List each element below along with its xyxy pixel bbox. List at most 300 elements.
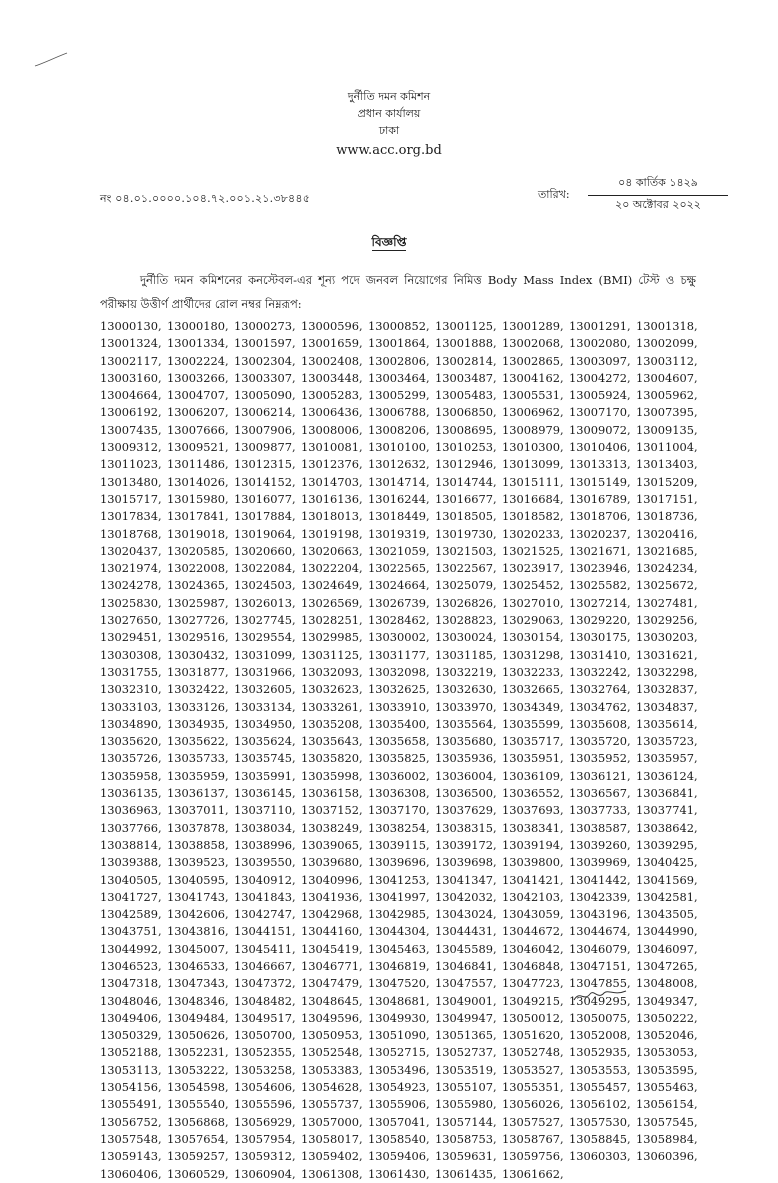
roll-number: 13055457, [569, 1080, 631, 1095]
roll-number: 13009521, [167, 440, 229, 455]
roll-number: 13035958, [100, 768, 162, 783]
roll-number: 13053113, [100, 1062, 162, 1077]
roll-number: 13059257, [167, 1149, 229, 1164]
roll-number: 13037741, [636, 803, 698, 818]
roll-number: 13036841, [636, 786, 698, 801]
roll-number: 13058540, [368, 1131, 430, 1146]
roll-number: 13003487, [435, 370, 497, 385]
roll-number: 13043751, [100, 924, 162, 939]
roll-number: 13001125, [435, 319, 497, 333]
roll-number: 13005924, [569, 388, 631, 403]
roll-number: 13002814, [435, 353, 497, 368]
roll-number: 13042968, [301, 907, 363, 922]
roll-number: 13025582, [569, 578, 631, 593]
roll-number: 13000852, [368, 319, 430, 333]
roll-number: 13009135, [636, 422, 698, 437]
roll-number: 13058767, [502, 1131, 564, 1146]
roll-number: 13043505, [636, 907, 698, 922]
roll-number: 13009072, [569, 422, 631, 437]
roll-number: 13039696, [368, 855, 430, 870]
roll-number: 13047343, [167, 976, 229, 991]
roll-number: 13041727, [100, 889, 162, 904]
roll-number: 13050012, [502, 1010, 564, 1025]
roll-number: 13054156, [100, 1080, 162, 1095]
roll-number: 13030432, [167, 647, 229, 662]
roll-number: 13032625, [368, 682, 430, 697]
roll-number: 13056868, [167, 1114, 229, 1129]
roll-number: 13017884, [234, 509, 296, 524]
roll-number: 13030024, [435, 630, 497, 645]
roll-number: 13033261, [301, 699, 363, 714]
roll-number: 13056102, [569, 1097, 631, 1112]
roll-number: 13047557, [435, 976, 497, 991]
roll-number: 13035951, [502, 751, 564, 766]
roll-number: 13024649, [301, 578, 363, 593]
roll-number: 13035959, [167, 768, 229, 783]
roll-number: 13050700, [234, 1028, 296, 1043]
roll-number: 13044151, [234, 924, 296, 939]
roll-number: 13026013, [234, 595, 296, 610]
roll-number: 13022204, [301, 561, 363, 576]
roll-number: 13025830, [100, 595, 162, 610]
roll-number: 13033103, [100, 699, 162, 714]
roll-number: 13036135, [100, 786, 162, 801]
roll-number: 13003112, [636, 353, 698, 368]
roll-number: 13021059, [368, 543, 430, 558]
roll-number: 13014152, [234, 474, 296, 489]
roll-number: 13035720, [569, 734, 631, 749]
roll-number: 13002080, [569, 336, 631, 351]
roll-number: 13043024, [435, 907, 497, 922]
roll-number: 13010300, [502, 440, 564, 455]
roll-number: 13049347, [636, 993, 698, 1008]
roll-number: 13008979, [502, 422, 564, 437]
roll-number: 13001864, [368, 336, 430, 351]
roll-number: 13029985, [301, 630, 363, 645]
roll-number: 13039969, [569, 855, 631, 870]
roll-number: 13014714, [368, 474, 430, 489]
roll-number: 13052548, [301, 1045, 363, 1060]
roll-number: 13014744, [435, 474, 497, 489]
roll-number: 13003266, [167, 370, 229, 385]
roll-number: 13052046, [636, 1028, 698, 1043]
roll-number: 13001888, [435, 336, 497, 351]
roll-number: 13009312, [100, 440, 162, 455]
roll-number: 13030154, [502, 630, 564, 645]
roll-number: 13050222, [636, 1010, 698, 1025]
roll-number: 13038249, [301, 820, 363, 835]
roll-number: 13038034, [234, 820, 296, 835]
roll-number: 13026739, [368, 595, 430, 610]
roll-number: 13035936, [435, 751, 497, 766]
roll-number: 13028462, [368, 613, 430, 628]
roll-number: 13047151, [569, 958, 631, 973]
roll-number: 13034935, [167, 716, 229, 731]
roll-number: 13002224, [167, 353, 229, 368]
roll-number: 13024664, [368, 578, 430, 593]
roll-number: 13036963, [100, 803, 162, 818]
roll-number: 13052231, [167, 1045, 229, 1060]
roll-number: 13059631, [435, 1149, 497, 1164]
roll-number: 13031410, [569, 647, 631, 662]
city-name: ঢাকা [378, 124, 400, 137]
roll-number: 13052355, [234, 1045, 296, 1060]
roll-number: 13051365, [435, 1028, 497, 1043]
roll-number: 13049930, [368, 1010, 430, 1025]
roll-number: 13037011, [167, 803, 229, 818]
roll-number: 13035400, [368, 716, 430, 731]
roll-number: 13007435, [100, 422, 162, 437]
roll-number: 13035622, [167, 734, 229, 749]
roll-number: 13002068, [502, 336, 564, 351]
roll-number: 13046523, [100, 958, 162, 973]
roll-number: 13035208, [301, 716, 363, 731]
roll-number: 13035624, [234, 734, 296, 749]
roll-number: 13035658, [368, 734, 430, 749]
roll-number: 13035643, [301, 734, 363, 749]
roll-number: 13046079, [569, 941, 631, 956]
roll-number: 13055351, [502, 1080, 564, 1095]
roll-number: 13036158, [301, 786, 363, 801]
roll-number: 13061435, [435, 1166, 497, 1181]
roll-number: 13017834, [100, 509, 162, 524]
roll-number: 13061308, [301, 1166, 363, 1181]
roll-number: 13042747, [234, 907, 296, 922]
roll-number: 13052715, [368, 1045, 430, 1060]
roll-number: 13032422, [167, 682, 229, 697]
roll-number: 13035733, [167, 751, 229, 766]
roll-number: 13018768, [100, 526, 162, 541]
roll-number: 13037110, [234, 803, 296, 818]
roll-number: 13056929, [234, 1114, 296, 1129]
roll-number: 13056026, [502, 1097, 564, 1112]
roll-number: 13044160, [301, 924, 363, 939]
roll-number: 13059143, [100, 1149, 162, 1164]
roll-number: 13036308, [368, 786, 430, 801]
roll-number: 13059402, [301, 1149, 363, 1164]
intro-paragraph: দুর্নীতি দমন কমিশনের কনস্টেবল-এর শূন্য পদে জনবল নিয়োগের নিমিত্ত Body Mass Index (BMI) টেস্ট ও চক্ষু পরীক্ষায় উত্তীর্ণ প্রার্থীদের রোল নম্বর নিম্নরূপ: [100, 273, 696, 311]
roll-number: 13039194, [502, 837, 564, 852]
roll-number: 13055737, [301, 1097, 363, 1112]
roll-number: 13031177, [368, 647, 430, 662]
roll-number: 13019198, [301, 526, 363, 541]
roll-number: 13003464, [368, 370, 430, 385]
roll-number: 13014703, [301, 474, 363, 489]
roll-number: 13030203, [636, 630, 698, 645]
roll-number: 13019018, [167, 526, 229, 541]
roll-number: 13032665, [502, 682, 564, 697]
roll-number: 13040505, [100, 872, 162, 887]
roll-number: 13027726, [167, 613, 229, 628]
roll-number: 13029256, [636, 613, 698, 628]
roll-number: 13013313, [569, 457, 631, 472]
roll-number: 13035825, [368, 751, 430, 766]
roll-number: 13055540, [167, 1097, 229, 1112]
roll-number: 13035726, [100, 751, 162, 766]
roll-number: 13050626, [167, 1028, 229, 1043]
roll-number: 13032233, [502, 664, 564, 679]
roll-number: 13011023, [100, 457, 162, 472]
roll-number: 13002304, [234, 353, 296, 368]
roll-number: 13055596, [234, 1097, 296, 1112]
roll-number: 13031755, [100, 664, 162, 679]
roll-number: 13044672, [502, 924, 564, 939]
roll-number: 13059406, [368, 1149, 430, 1164]
roll-number: 13032623, [301, 682, 363, 697]
roll-number: 13041569, [636, 872, 698, 887]
roll-number: 13057545, [636, 1114, 698, 1129]
roll-number: 13005962, [636, 388, 698, 403]
roll-number: 13046533, [167, 958, 229, 973]
roll-number: 13052008, [569, 1028, 631, 1043]
roll-number: 13005090, [234, 388, 296, 403]
roll-number: 13027745, [234, 613, 296, 628]
roll-number: 13045419, [301, 941, 363, 956]
roll-number: 13001289, [502, 319, 564, 333]
roll-number: 13002117, [100, 353, 162, 368]
roll-number: 13004664, [100, 388, 162, 403]
roll-number: 13048645, [301, 993, 363, 1008]
roll-number: 13049295, [569, 993, 631, 1008]
roll-number: 13020663, [301, 543, 363, 558]
roll-number: 13013403, [636, 457, 698, 472]
roll-number: 13027481, [636, 595, 698, 610]
roll-number: 13037629, [435, 803, 497, 818]
roll-number: 13036552, [502, 786, 564, 801]
roll-number: 13035745, [234, 751, 296, 766]
roll-number: 13002806, [368, 353, 430, 368]
roll-number: 13027010, [502, 595, 564, 610]
roll-number: 13042589, [100, 907, 162, 922]
roll-number: 13047265, [636, 958, 698, 973]
roll-number: 13057548, [100, 1131, 162, 1146]
roll-number: 13006962, [502, 405, 564, 420]
roll-number: 13037766, [100, 820, 162, 835]
roll-number: 13007170, [569, 405, 631, 420]
roll-number: 13005483, [435, 388, 497, 403]
roll-number: 13004707, [167, 388, 229, 403]
roll-number: 13022565, [368, 561, 430, 576]
roll-number: 13041843, [234, 889, 296, 904]
roll-number: 13034762, [569, 699, 631, 714]
roll-number: 13029063, [502, 613, 564, 628]
roll-number: 13048346, [167, 993, 229, 1008]
roll-number: 13057654, [167, 1131, 229, 1146]
roll-number: 13013099, [502, 457, 564, 472]
roll-number: 13002099, [636, 336, 698, 351]
roll-number: 13002865, [502, 353, 564, 368]
roll-number: 13057144, [435, 1114, 497, 1129]
roll-number: 13001318, [636, 319, 698, 333]
roll-number: 13035564, [435, 716, 497, 731]
roll-number: 13053383, [301, 1062, 363, 1077]
roll-number: 13016077, [234, 491, 296, 506]
roll-number: 13035957, [636, 751, 698, 766]
roll-number: 13038858, [167, 837, 229, 852]
roll-number: 13012315, [234, 457, 296, 472]
roll-number: 13006207, [167, 405, 229, 420]
pen-mark-icon [34, 52, 68, 68]
roll-number: 13016244, [368, 491, 430, 506]
roll-number: 13011486, [167, 457, 229, 472]
roll-number: 13056154, [636, 1097, 698, 1112]
roll-number: 13020437, [100, 543, 162, 558]
roll-number: 13043816, [167, 924, 229, 939]
roll-number: 13008206, [368, 422, 430, 437]
roll-number: 13042339, [569, 889, 631, 904]
roll-number: 13047318, [100, 976, 162, 991]
roll-number: 13023946, [569, 561, 631, 576]
roll-number: 13016789, [569, 491, 631, 506]
roll-number: 13003097, [569, 353, 631, 368]
roll-number: 13050075, [569, 1010, 631, 1025]
roll-number: 13049947, [435, 1010, 497, 1025]
roll-number: 13001291, [569, 319, 631, 333]
roll-number: 13036567, [569, 786, 631, 801]
roll-number: 13038996, [234, 837, 296, 852]
roll-number: 13050329, [100, 1028, 162, 1043]
roll-number: 13047520, [368, 976, 430, 991]
roll-number: 13044674, [569, 924, 631, 939]
roll-number: 13022084, [234, 561, 296, 576]
roll-number: 13020237, [569, 526, 631, 541]
roll-number: 13021525, [502, 543, 564, 558]
roll-number: 13022567, [435, 561, 497, 576]
roll-number: 13039260, [569, 837, 631, 852]
roll-number: 13020233, [502, 526, 564, 541]
roll-number: 13010406, [569, 440, 631, 455]
date-label: তারিখ: [538, 188, 570, 201]
roll-number: 13031877, [167, 664, 229, 679]
roll-number: 13035820, [301, 751, 363, 766]
date-gregorian: ২০ অক্টোবর ২০২২ [615, 198, 701, 211]
roll-number: 13017151, [636, 491, 698, 506]
roll-number: 13024365, [167, 578, 229, 593]
roll-number: 13015111, [502, 474, 564, 489]
roll-number: 13049406, [100, 1010, 162, 1025]
roll-number: 13043059, [502, 907, 564, 922]
roll-number: 13018582, [502, 509, 564, 524]
roll-number: 13046841, [435, 958, 497, 973]
roll-number: 13020585, [167, 543, 229, 558]
roll-number: 13060529, [167, 1166, 229, 1181]
roll-number: 13060904, [234, 1166, 296, 1181]
roll-number: 13025987, [167, 595, 229, 610]
roll-number: 13057530, [569, 1114, 631, 1129]
roll-number: 13015209, [636, 474, 698, 489]
roll-number: 13043196, [569, 907, 631, 922]
roll-number: 13032630, [435, 682, 497, 697]
roll-number: 13030175, [569, 630, 631, 645]
roll-number: 13041743, [167, 889, 229, 904]
roll-number: 13039115, [368, 837, 430, 852]
roll-number: 13053553, [569, 1062, 631, 1077]
roll-number: 13026569, [301, 595, 363, 610]
roll-number: 13003448, [301, 370, 363, 385]
roll-number: 13008006, [301, 422, 363, 437]
roll-number: 13019319, [368, 526, 430, 541]
roll-number: 13052935, [569, 1045, 631, 1060]
roll-number: 13052737, [435, 1045, 497, 1060]
roll-number: 13036137, [167, 786, 229, 801]
roll-number: 13036109, [502, 768, 564, 783]
roll-number: 13031099, [234, 647, 296, 662]
roll-number: 13059312, [234, 1149, 296, 1164]
roll-number: 13047855, [569, 976, 631, 991]
roll-number: 13053519, [435, 1062, 497, 1077]
roll-number: 13046819, [368, 958, 430, 973]
roll-number: 13016677, [435, 491, 497, 506]
roll-number: 13011004, [636, 440, 698, 455]
roll-number: 13041936, [301, 889, 363, 904]
roll-number: 13060406, [100, 1166, 162, 1181]
roll-number: 13061430, [368, 1166, 430, 1181]
roll-number: 13003307, [234, 370, 296, 385]
roll-number: 13036121, [569, 768, 631, 783]
roll-number: 13047372, [234, 976, 296, 991]
roll-number: 13035991, [234, 768, 296, 783]
roll-number: 13018449, [368, 509, 430, 524]
roll-number: 13039065, [301, 837, 363, 852]
roll-number: 13060303, [569, 1149, 631, 1164]
roll-number: 13044990, [636, 924, 698, 939]
roll-number: 13027650, [100, 613, 162, 628]
roll-number: 13006436, [301, 405, 363, 420]
notice-title-text: বিজ্ঞপ্তি [371, 235, 407, 249]
roll-number: 13046097, [636, 941, 698, 956]
roll-number: 13039680, [301, 855, 363, 870]
roll-number: 13032310, [100, 682, 162, 697]
roll-number: 13037152, [301, 803, 363, 818]
roll-number: 13026826, [435, 595, 497, 610]
roll-number: 13058753, [435, 1131, 497, 1146]
roll-number: 13000596, [301, 319, 363, 333]
roll-number: 13024503, [234, 578, 296, 593]
roll-number: 13004607, [636, 370, 698, 385]
roll-number: 13041442, [569, 872, 631, 887]
roll-number: 13055463, [636, 1080, 698, 1095]
roll-number: 13049517, [234, 1010, 296, 1025]
roll-number: 13031298, [502, 647, 564, 662]
roll-number: 13029220, [569, 613, 631, 628]
roll-number: 13045007, [167, 941, 229, 956]
roll-number: 13000273, [234, 319, 296, 333]
roll-number: 13008695, [435, 422, 497, 437]
roll-number: 13052188, [100, 1045, 162, 1060]
roll-number: 13009877, [234, 440, 296, 455]
roll-number: 13032098, [368, 664, 430, 679]
roll-number: 13054606, [234, 1080, 296, 1095]
roll-number: 13037170, [368, 803, 430, 818]
roll-number: 13032219, [435, 664, 497, 679]
roll-number: 13001659, [301, 336, 363, 351]
roll-number: 13034349, [502, 699, 564, 714]
roll-number: 13007906, [234, 422, 296, 437]
roll-number: 13000130, [100, 319, 162, 333]
roll-number: 13018706, [569, 509, 631, 524]
roll-number: 13042103, [502, 889, 564, 904]
roll-number: 13028251, [301, 613, 363, 628]
roll-number: 13020416, [636, 526, 698, 541]
roll-number: 13021685, [636, 543, 698, 558]
roll-number: 13052748, [502, 1045, 564, 1060]
roll-number: 13005299, [368, 388, 430, 403]
roll-number: 13046667, [234, 958, 296, 973]
roll-number: 13040996, [301, 872, 363, 887]
roll-number: 13049484, [167, 1010, 229, 1025]
roll-number: 13006214, [234, 405, 296, 420]
roll-number: 13018736, [636, 509, 698, 524]
